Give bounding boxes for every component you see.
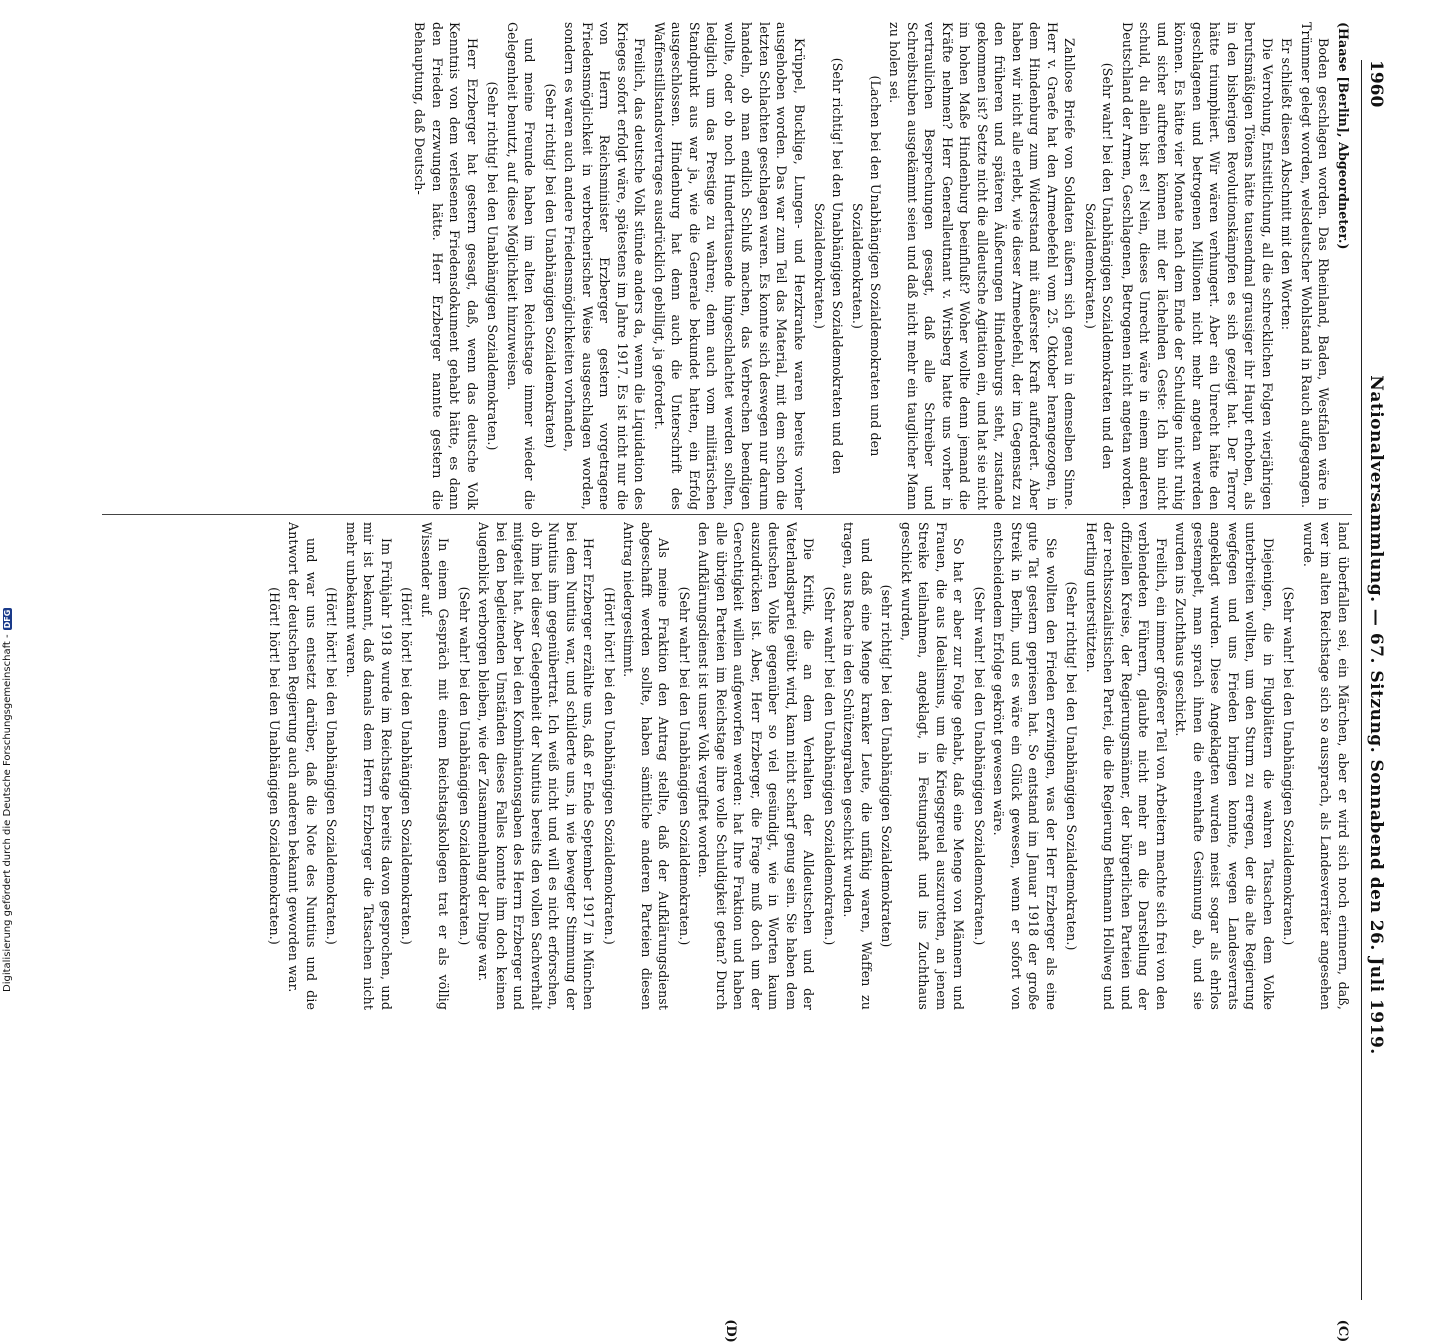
paragraph: Im Frühjahr 1918 wurde im Reichstage bereits davon gesprochen, und mir ist bekannt, daß damals dem Herrn Erzberger die Tatsachen nicht mehr unbekannt waren. [344, 522, 394, 1010]
interjection: (sehr richtig! bei den Unabhängigen Sozialdemokraten) [879, 584, 895, 948]
speaker-line [1335, 22, 1353, 510]
interjection: (Sehr wahr! bei den Unabhängigen Sozialdemokraten.) [457, 586, 472, 946]
interjection: (Sehr wahr! bei den Unabhängigen Sozialdemokraten.) [822, 586, 837, 946]
paragraph: Herr Erzberger erzählte uns, daß er Ende September 1917 in München bei dem Nuntius war, und schilderte uns, in wie bewegter Stimmung der Nuntius ihm gegenübertrat. Ich weiß nicht und will es nicht erforschen, ob ihm bei dieser Gelegenheit der Nuntius bereits den vollen Sachverhalt mitgeteilt hat. Aber bei den Kombinationsgaben des Herrn Erzberger und bei den begleitenden Umständen dieses Falles konnte ihm doch keinen Augenblick verborgen bleiben, wie der Zusammenhang der Dinge war. [476, 522, 597, 1010]
paragraph: In einem Gespräch mit einem Reichstagskollegen trat er als völlig Wissender auf. [419, 522, 452, 1010]
text-column-left [77, 22, 1352, 510]
interjection: (Sehr richtig! bei den Unabhängigen Sozialdemokraten und den Sozialdemokraten.) [812, 57, 845, 475]
paragraph: Er schließt diesen Abschnitt mit den Worten: [1279, 38, 1295, 331]
paragraph: Die Kritik, die an dem Verhalten der Alldeutschen und der Vaterlandspartei geübt wird, kann nicht scharf genug sein. Sie haben dem deutschen Volke gegenüber so viel gesündigt, wie in Worten kaum auszudrücken ist. Aber, Herr Erzberger, die Frage muß doch um der Gerechtigkeit willen aufgeworfen werden: hat Ihre Fraktion und haben alle übrigen Parteien im Reichstage ihre volle Schuldigkeit getan? Durch den Aufklärungsdienst ist unser Volk vergiftet worden. [696, 522, 817, 1010]
paragraph: land überfallen sei, ein Märchen, aber er wird sich noch erinnern, daß, wer im alten Reichstage sich so aussprach, als Landesverräter angesehen wurde. [1301, 522, 1351, 1010]
interjection: (Hört! hört! bei den Unabhängigen Sozialdemokraten.) [324, 587, 340, 945]
paragraph: und meine Freunde haben im alten Reichstage immer wieder die Gelegenheit benutzt, auf diese Möglichkeit hinzuweisen. [505, 22, 538, 510]
interjection: (Hört! hört! bei den Unabhängigen Sozialdemokraten.) [602, 587, 617, 945]
paragraph: Boden geschlagen worden. Das Rheinland, Baden, Westfalen wäre in Trümmer gelegt worden, welsdeutscher Wohlstand in Rauch aufgegangen. [1299, 22, 1332, 510]
paragraph: Die Verrohung, Entsittlichung, all die schrecklichen Folgen vierjährigen berufsmäßigen Tötens hätte tausendmal grausiger ihr Haupt erhoben, als in den bisherigen Revolutionskämpfen es sich gezeigt hat. Der Terror hätte triumphiert. Wir wären verhungert. Aber ein Unrecht hätte den geschlagenen und betrogenen Millionen nicht mehr angetan werden können. Es hätte vier Monate nach dem Ende der Schuldige nicht ruhig und sicher auftreten können mit der lächelnden Geste: Ich bin nicht schuld, du allein bist es! Nein, dieses Unrecht wäre in einem anderen Deutschland der Armen, Geschlagenen, Betrogenen nicht angetan worden. [1120, 22, 1275, 510]
interjection: (Sehr wahr! bei den Unabhängigen Sozialdemokraten.) [972, 586, 987, 946]
credit-text: Digitalisierung gefördert durch die Deutsche Forschungsgemeinschaft - [2, 634, 13, 992]
page-number: 1960 [1366, 60, 1386, 108]
paragraph: Als meine Fraktion den Antrag stellte, daß der Aufklärungsdienst abgeschafft werden sollte, haben sämtliche anderen Parteien diesen Antrag niedergestimmt. [621, 522, 672, 1010]
paragraph: Zahllose Briefe von Soldaten äußern sich genau in demselben Sinne. Herr v. Graefe hat den Armeebefehl vom 25. Oktober herangezogen, in dem Hindenburg zum Widerstand mit äußerster Kraft auffordert. Aber haben wir nicht alle erlebt, wie dieser Armeebefehl, der im Gegensatz zu den früheren und späteren Äußerungen Hindenburgs steht, zustande gekommen ist? Setzte nicht die alldeutsche Agitation ein, und hat sie nicht im hohen Maße Hindenburg beeinflußt? Woher wollte denn jemand die Kräfte nehmen? Herr Generalleutnant v. Wrisberg hatte uns vorher in vertraulichen Besprechungen gesagt, daß alle Schreiber und Schreibstuben ausgekämmt seien und daß nicht mehr ein tauglicher Mann zu holen sei. [887, 22, 1078, 510]
running-header [1361, 60, 1386, 1300]
paragraph: Herr Erzberger hat gestern gesagt, daß, wenn das deutsche Volk Kenntnis von dem verlesenen Friedensdokument gehabt hätte, es dann den Frieden erzwungen hätte. Herr Erzberger nannte gestern die Behauptung, daß Deutsch- [412, 22, 480, 510]
interjection: (Hört! hört! bei den Unabhängigen Sozialdemokraten.) [267, 587, 282, 945]
paragraph: Diejenigen, die in Flugblättern die wahren Tatsachen dem Volke unterbreiten wollten, um den Sturm zu erregen, der die alte Regierung wegfegen und uns Frieden bringen konnte, wegen Landesverrats angeklagt wurden. Diese Angeklagten wurden meist sogar als ehrlos gestempelt, man sprach ihnen die ehrenhafte Gesinnung ab, und sie wurden ins Zuchthaus geschickt. [1173, 522, 1276, 1010]
paragraph: Freilich, ein immer größerer Teil von Arbeitern machte sich frei von den verblendeten Führern, glaubte nicht mehr an die Darstellung der offiziellen Kreise, der Regierungsmänner, der bürgerlichen Parteien und der rechtssozialistischen Partei, die die Regierung Bethmann Hollweg und Hertling unterstützten. [1084, 522, 1169, 1010]
paragraph: und daß eine Menge kranker Leute, die unfähig waren, Waffen zu tragen, aus Rache in den Schützengraben geschickt wurden. [841, 522, 874, 1010]
page-title: Nationalversammlung. — 67. Sitzung. Sonnabend den 26. Juli 1919. [1366, 375, 1386, 1055]
text-column-right [77, 522, 1352, 1010]
column-divider [102, 514, 1352, 515]
interjection: (Sehr wahr! bei den Unabhängigen Sozialdemokraten und den Sozialdemokraten.) [1083, 62, 1116, 470]
paragraph: Sie wollten den Frieden erzwingen, was der Herr Erzberger als eine gute Tat gestern gepriesen hat. So entstand im Januar 1918 der große Streik in Berlin, und es wäre ein Glück gewesen, wenn er sofort von entscheidendem Erfolge gekrönt gewesen wäre. [991, 522, 1059, 1010]
paragraph: So hat er aber zur Folge gehabt, daß eine Menge von Männern und Frauen, die aus Idealismus, um die Kriegsgreuel auszurotten, an jenem Streike teilnahmen, angeklagt, in Festungshaft und ins Zuchthaus geschickt wurden, [899, 522, 967, 1010]
margin-mark-d: (D) [723, 1319, 738, 1343]
digitization-credit [2, 608, 13, 992]
margin-mark-c: (C) [1335, 1319, 1350, 1343]
speaker-name: (Haase [Berlin], Abgeordneter.) [1336, 22, 1351, 250]
interjection: (Sehr wahr! bei den Unabhängigen Sozialdemokraten.) [1281, 586, 1297, 946]
interjection: (Sehr richtig! bei den Unabhängigen Sozialdemokraten.) [485, 81, 501, 451]
interjection: (Hört! hört! bei den Unabhängigen Sozialdemokraten.) [399, 587, 415, 945]
paragraph: Freilich, das deutsche Volk stünde anders da, wenn die Liquidation des Krieges sofort erfolgt wäre, spätestens im Jahre 1917. Es ist nicht nur die von Herrn Reichsminister Erzberger gestern vorgetragene Friedensmöglichkeit in verbrecherischer Weise ausgeschlagen worden, sondern es waren auch andere Friedensmöglichkeiten vorhanden, [562, 22, 648, 510]
interjection: (Sehr richtig! bei den Unabhängigen Sozialdemokraten) [543, 83, 558, 449]
paragraph: Krüppel, Bucklige, Lungen- und Herzkranke waren bereits vorher ausgehoben worden. Das war zum Teil das Material, mit dem schon die letzten Schlachten geschlagen waren. Es konnte sich deswegen nur darum handeln, ob man endlich Schluß machen, das Verbrechen beendigen wollte, oder ob noch Hunderttausende hingeschlachtet werden sollten, lediglich um das Prestige zu wahren; denn auch vom militärischen Standpunkt aus war ja, wie die Generale bekundet hatten, ein Erfolg ausgeschlossen. Hindenburg hat denn auch die Unterschrift des Waffenstillstandsvertrages ausdrücklich gebilligt, ja gefordert. [652, 22, 807, 510]
dfg-logo: DFG [3, 609, 12, 629]
interjection: (Lachen bei den Unabhängigen Sozialdemokraten und den Sozialdemokraten.) [850, 75, 883, 457]
interjection: (Sehr richtig! bei den Unabhängigen Sozialdemokraten.) [1064, 581, 1080, 951]
interjection: (Sehr wahr! bei den Unabhängigen Sozialdemokraten.) [677, 586, 692, 946]
paragraph: und war uns entsetzt darüber, daß die Note des Nuntius und die Antwort der deutschen Regierung auch anderen bekannt geworden war. [286, 522, 319, 1010]
